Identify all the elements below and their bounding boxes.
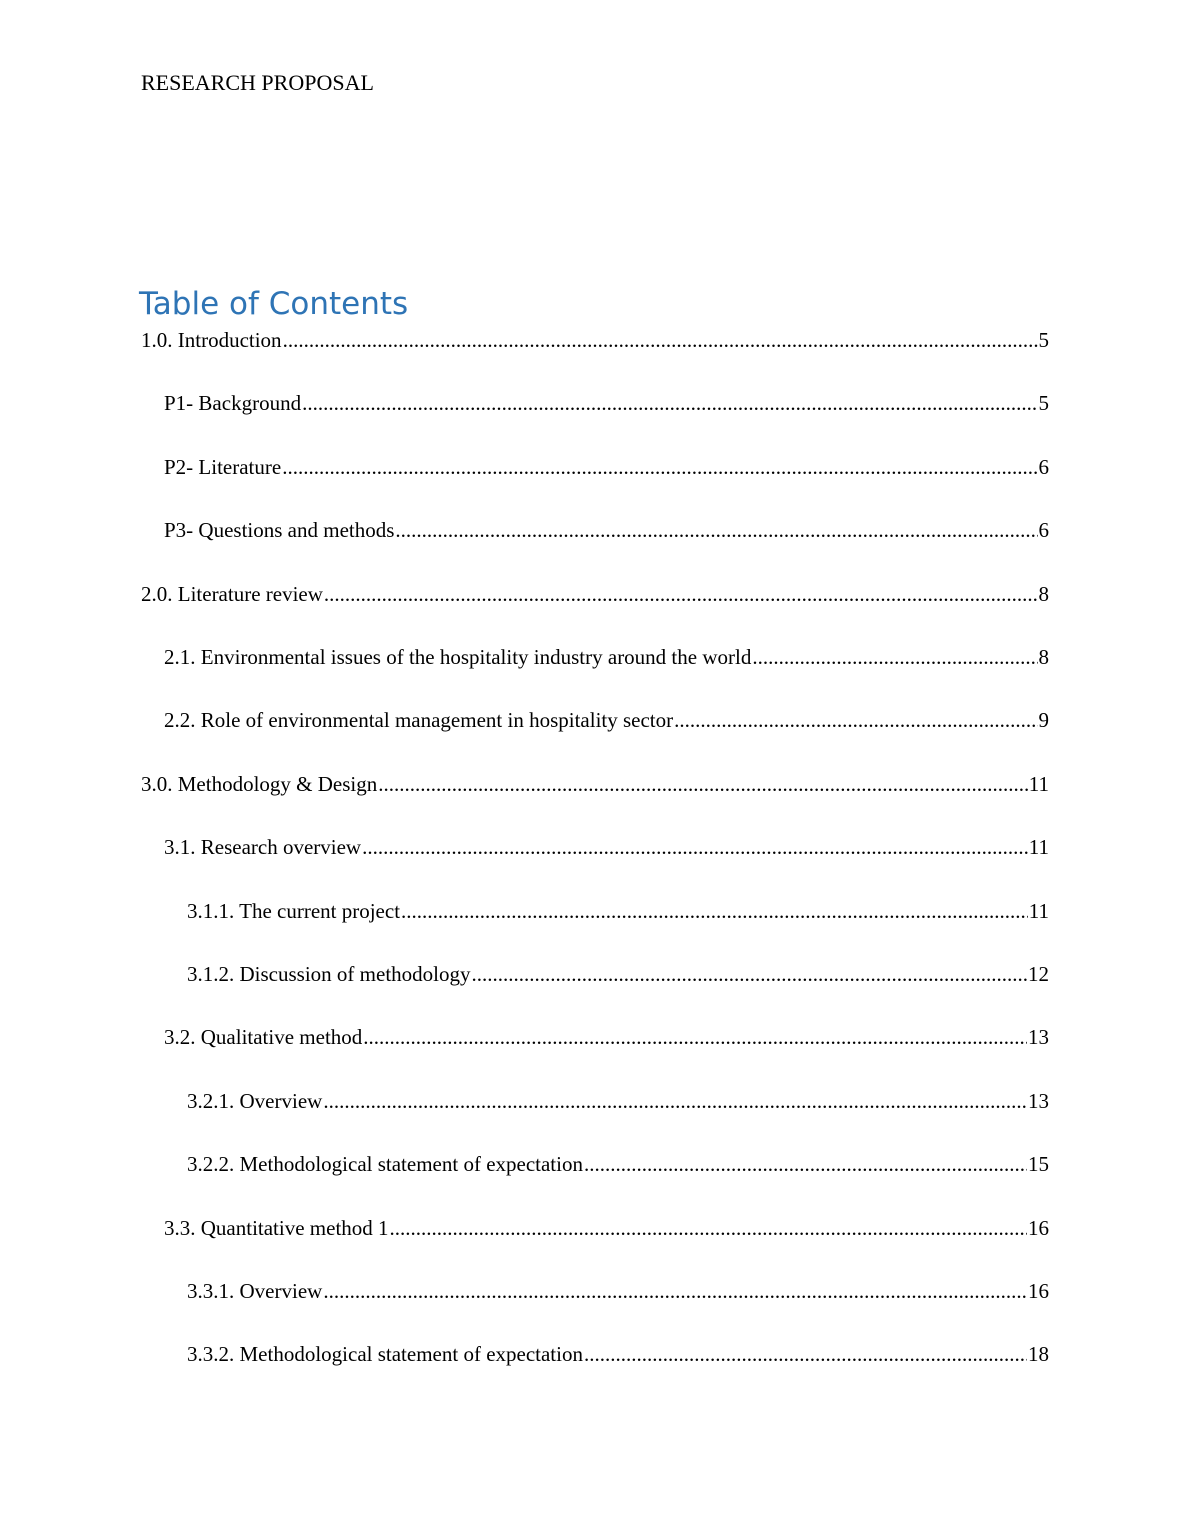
toc-entry[interactable] [164, 706, 1049, 734]
toc-entry[interactable] [141, 770, 1049, 798]
toc-entry-page-number: 13 [1028, 1025, 1049, 1050]
toc-entry[interactable] [164, 833, 1049, 861]
toc-entry-label: 3.1. Research overview [164, 835, 362, 860]
toc-entry-label: 2.1. Environmental issues of the hospitality industry around the world [164, 645, 752, 669]
running-header: RESEARCH PROPOSAL [141, 70, 374, 95]
toc-entry-label: 3.3. Quantitative method 1 [164, 1215, 389, 1240]
toc-entry-label: P3- Questions and methods [164, 518, 395, 543]
toc-entry-label: 3.2.1. Overview [187, 1088, 323, 1113]
toc-entry-label: 2.0. Literature review [141, 581, 323, 606]
toc-entry-label: P2- Literature [164, 454, 282, 479]
toc-entry[interactable] [187, 960, 1049, 988]
toc-entry[interactable] [164, 389, 1049, 417]
toc-entry[interactable] [187, 897, 1049, 925]
toc-entry-page-number: 15 [1028, 1152, 1049, 1177]
toc-entry[interactable] [164, 1214, 1049, 1242]
toc-entry-label: 3.3.2. Methodological statement of expectation [187, 1342, 583, 1367]
toc-title: Table of Contents [139, 286, 409, 322]
toc-entry-label: 3.1.1. The current project [187, 898, 401, 923]
toc-entry-label: 3.2. Qualitative method [164, 1025, 363, 1050]
dot-leader [302, 389, 1037, 417]
toc-entry[interactable] [164, 643, 1049, 671]
dot-leader [323, 1277, 1027, 1305]
dot-leader [363, 1023, 1027, 1051]
dot-leader [472, 960, 1028, 988]
toc-entry-label: 3.2.2. Methodological statement of expectation [187, 1152, 583, 1177]
dot-leader [752, 643, 1037, 671]
dot-leader [323, 1087, 1027, 1115]
toc-entry-label: 2.2. Role of environmental management in hospitality sector [164, 708, 674, 733]
toc-entry-page-number: 13 [1028, 1088, 1049, 1113]
dot-leader [390, 1214, 1027, 1242]
toc-entry-label: 1.0. Introduction [141, 328, 282, 352]
dot-leader [378, 770, 1028, 798]
toc-entry-page-number: 5 [1038, 391, 1049, 416]
dot-leader [282, 453, 1037, 481]
toc-entry[interactable] [164, 516, 1049, 544]
dot-leader [324, 580, 1038, 608]
toc-entry-page-number: 11 [1028, 835, 1049, 860]
toc-entry-label: 3.3.1. Overview [187, 1279, 323, 1303]
dot-leader [283, 326, 1038, 354]
dot-leader [401, 897, 1028, 925]
toc-entry[interactable] [187, 1277, 1049, 1305]
toc-entry-page-number: 16 [1028, 1279, 1049, 1303]
toc-entry-page-number: 11 [1028, 898, 1049, 923]
dot-leader [584, 1150, 1027, 1178]
toc-entry-page-number: 8 [1038, 645, 1049, 669]
toc-entry-page-number: 9 [1038, 708, 1049, 733]
toc-entry-page-number: 16 [1028, 1215, 1049, 1240]
toc-entry-label: 3.1.2. Discussion of methodology [187, 962, 471, 986]
toc-entry-page-number: 5 [1038, 328, 1049, 352]
dot-leader [584, 1340, 1027, 1368]
dot-leader [362, 833, 1028, 861]
toc-entry[interactable] [187, 1340, 1049, 1368]
toc-entry-page-number: 11 [1028, 771, 1049, 796]
toc-entry-page-number: 8 [1038, 581, 1049, 606]
toc-entry[interactable] [141, 326, 1049, 354]
toc-entry-label: 3.0. Methodology & Design [141, 771, 378, 796]
toc-entry-page-number: 18 [1028, 1342, 1049, 1367]
dot-leader [674, 706, 1037, 734]
toc-entry[interactable] [141, 580, 1049, 608]
toc-entry-page-number: 12 [1028, 962, 1049, 986]
toc-entry[interactable] [164, 453, 1049, 481]
toc-entry-label: P1- Background [164, 391, 302, 416]
toc-entry-page-number: 6 [1038, 518, 1049, 543]
toc-entry[interactable] [164, 1023, 1049, 1051]
toc-entry[interactable] [187, 1150, 1049, 1178]
toc-entry-page-number: 6 [1038, 454, 1049, 479]
dot-leader [395, 516, 1037, 544]
toc-entry[interactable] [187, 1087, 1049, 1115]
